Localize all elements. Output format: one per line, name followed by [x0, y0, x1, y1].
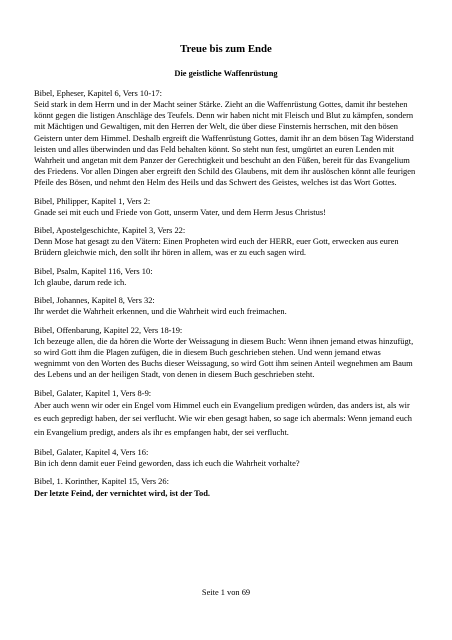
verse-entry-revelation	[34, 325, 418, 381]
verse-entry-galatians-4	[34, 447, 418, 469]
verse-text: Ich glaube, darum rede ich.	[34, 276, 127, 287]
verse-list	[34, 88, 418, 499]
verse-text: Der letzte Feind, der vernichtet wird, ist der Tod.	[34, 487, 210, 498]
verse-entry-john	[34, 295, 418, 317]
verse-reference: Bibel, 1. Korinther, Kapitel 15, Vers 26:	[34, 476, 169, 487]
page-number: Seite 1 von 69	[201, 588, 251, 597]
page-subtitle: Die geistliche Waffenrüstung	[174, 69, 278, 78]
verse-entry-corinthians	[34, 476, 418, 498]
verse-entry-galatians-1	[34, 388, 418, 440]
verse-text: Gnade sei mit euch und Friede von Gott, unserm Vater, und dem Herrn Jesus Christus!	[34, 206, 326, 217]
verse-text: Ihr werdet die Wahrheit erkennen, und die Wahrheit wird euch freimachen.	[34, 306, 287, 317]
verse-reference: Bibel, Philipper, Kapitel 1, Vers 2:	[34, 195, 151, 206]
verse-text: Seid stark in dem Herrn und in der Macht seiner Stärke. Zieht an die Waffenrüstung Gottes, damit ihr bestehen könnt gegen die listigen Anschläge des Teufels. Denn wir haben nicht mit Fleisch und Blut zu kämpfen, sondern mit Mächtigen und Gewaltigen, mit den Herren der Welt, die über diese Finsternis herrschen, mit den bösen Geistern unter dem Himmel. Deshalb ergreift die Waffenrüstung Gottes, damit ihr an dem bösen Tag Widerstand leisten und alles überwinden und das Feld behalten könnt. So steht nun fest, umgürtet an euren Lenden mit Wahrheit und angetan mit dem Panzer der Gerechtigkeit und beschuht an den Füßen, bereit für das Evangelium des Friedens. Vor allen Dingen aber ergreift den Schild des Glaubens, mit dem ihr auslöschen könnt alle feurigen Pfeile des Bösen, und nehmt den Helm des Heils und das Schwert des Geistes, welches ist das Wort Gottes.	[34, 99, 416, 188]
verse-reference: Bibel, Galater, Kapitel 4, Vers 16:	[34, 446, 149, 457]
page-title: Treue bis zum Ende	[180, 43, 272, 55]
verse-reference: Bibel, Apostelgeschichte, Kapitel 3, Vers 22:	[34, 225, 186, 236]
verse-text: Ich bezeuge allen, die da hören die Worte der Weissagung in diesem Buch: Wenn ihnen jemand etwas hinzufügt, so wird Gott ihm die Plagen zufügen, die in diesem Buch geschrieben stehen. Und wenn jemand etwas wegnimmt von den Worten des Buchs dieser Weissagung, so wird Gott ihm seinen Anteil wegnehmen am Baum des Lebens und an der heiligen Stadt, von denen in diesem Buch geschrieben steht.	[34, 335, 414, 380]
verse-text: Denn Mose hat gesagt zu den Vätern: Einen Propheten wird euch der HERR, euer Gott, erwecken aus euren Brüdern gleichwie mich, den sollt ihr hören in allem, was er zu euch sagen wird.	[34, 236, 399, 258]
verse-reference: Bibel, Psalm, Kapitel 116, Vers 10:	[34, 265, 153, 276]
verse-reference: Bibel, Galater, Kapitel 1, Vers 8-9:	[34, 387, 152, 398]
verse-text: Bin ich denn damit euer Feind geworden, dass ich euch die Wahrheit vorhalte?	[34, 458, 300, 468]
verse-reference: Bibel, Offenbarung, Kapitel 22, Vers 18-19:	[34, 324, 183, 335]
verse-entry-acts	[34, 225, 418, 258]
verse-reference: Bibel, Epheser, Kapitel 6, Vers 10-17:	[34, 88, 162, 98]
verse-entry-philippians	[34, 196, 418, 218]
verse-entry-psalm	[34, 266, 418, 288]
verse-reference: Bibel, Johannes, Kapitel 8, Vers 32:	[34, 295, 155, 306]
verse-text: Aber auch wenn wir oder ein Engel vom Himmel euch ein Evangelium predigen würden, das anders ist, als wir es euch gepredigt haben, der sei verflucht. Wie wir eben gesagt haben, so sage ich abermals: Wenn jemand euch ein Evangelium predigt, anders als ihr es empfangen habt, der sei verflucht.	[34, 399, 412, 438]
verse-entry-ephesians	[34, 88, 418, 188]
